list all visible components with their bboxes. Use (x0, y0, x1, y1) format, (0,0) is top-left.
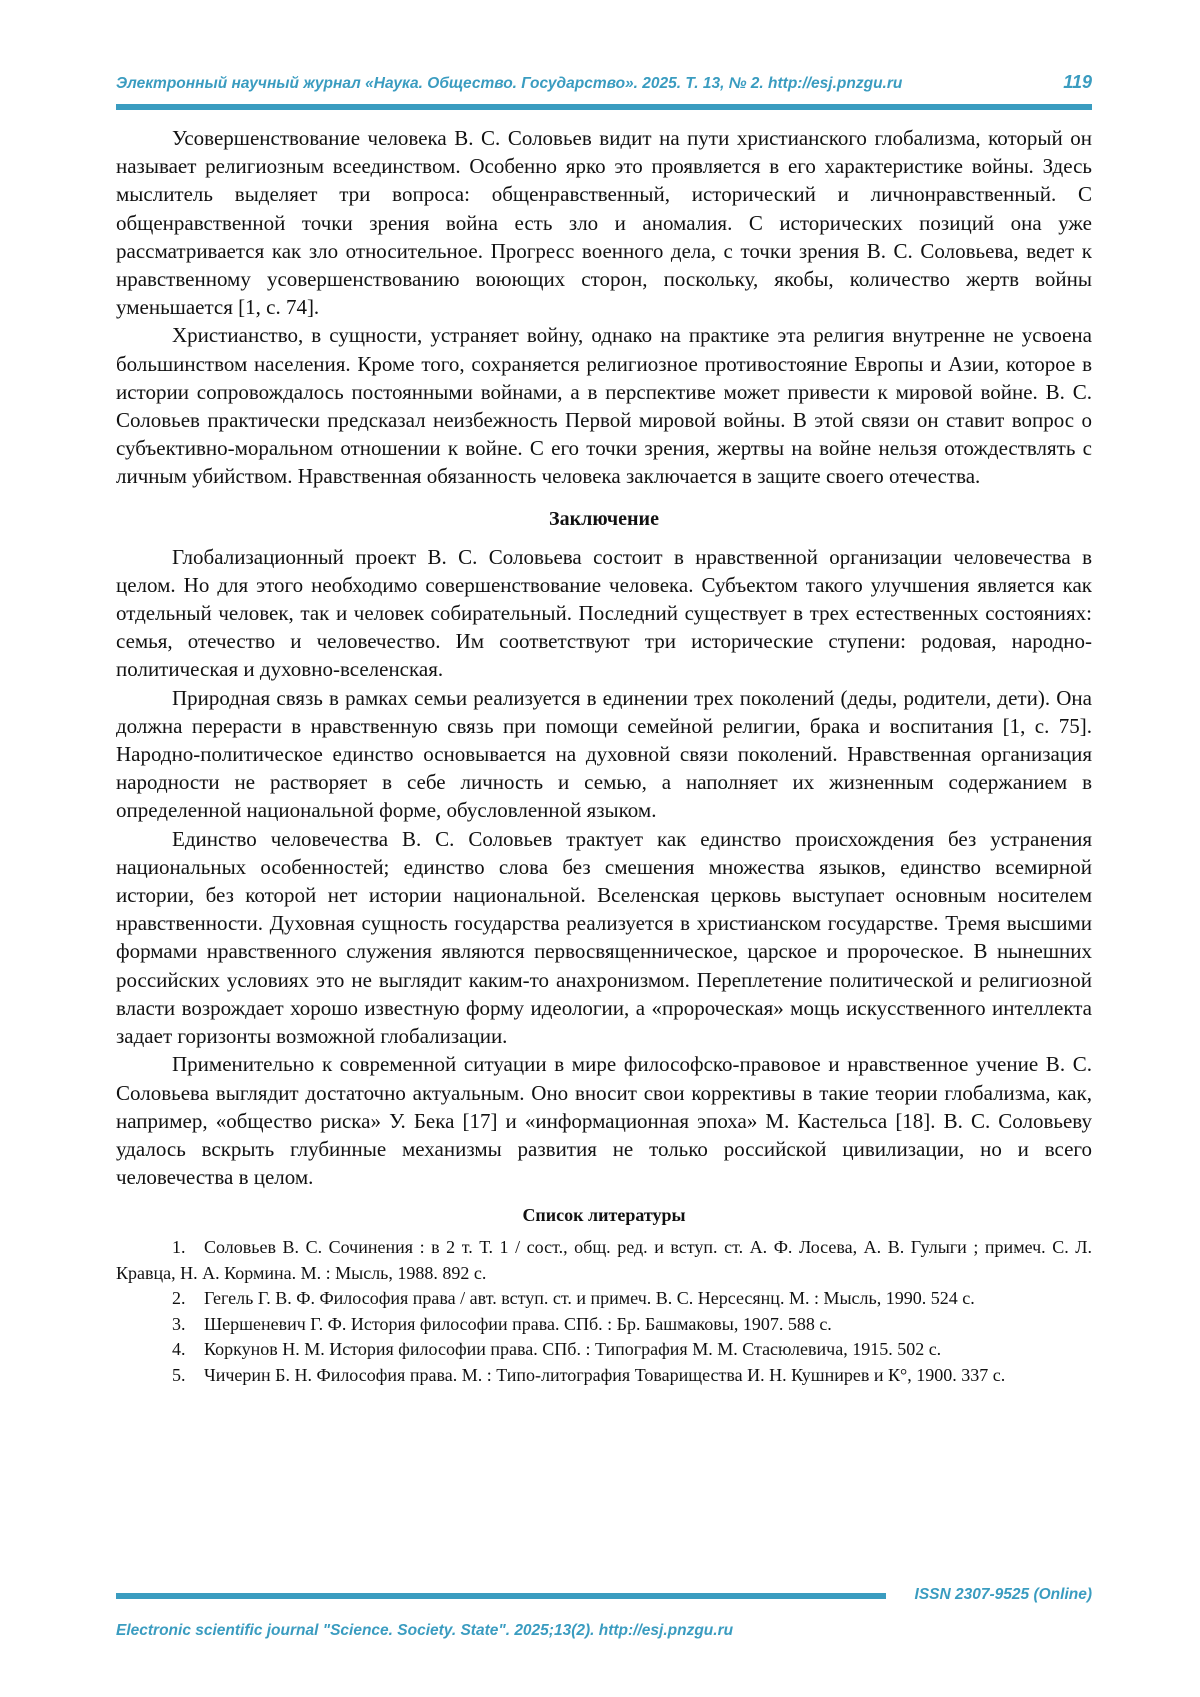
references-heading: Список литературы (522, 1205, 686, 1226)
reference-item (116, 1235, 1092, 1286)
header-rule (116, 104, 1092, 110)
reference-number: 2. (172, 1288, 186, 1309)
reference-item (116, 1363, 1092, 1389)
reference-number: 4. (172, 1339, 186, 1360)
reference-number: 1. (172, 1237, 186, 1258)
reference-item (116, 1312, 1092, 1338)
footer-rule (116, 1593, 886, 1599)
journal-title: Электронный научный журнал «Наука. Общество. Государство». 2025. Т. 13, № 2. http://esj.pnzgu.ru (116, 75, 903, 92)
reference-item (116, 1337, 1092, 1363)
reference-text: Гегель Г. В. Ф. Философия права / авт. вступ. ст. и примеч. В. С. Нерсесянц. М. : Мысль, 1990. 524 с. (204, 1288, 975, 1309)
paragraph: Применительно к современной ситуации в мире философско-правовое и нравственное учение В. С. Соловьева выглядит достаточно актуальным. Оно вносит свои коррективы в такие теории глобализма, как, например, «общество риска» У. Бека [17] и «информационная эпоха» М. Кастельса [18]. В. С. Соловьеву удалось вскрыть глубинные механизмы развития не только российской цивилизации, но и всего человечества в целом. (116, 1052, 1092, 1190)
paragraph: Единство человечества В. С. Соловьев трактует как единство происхождения без устранения национальных особенностей; единство слова без смешения множества языков, единство всемирной истории, без которой нет истории национальной. Вселенская церковь выступает основным носителем нравственности. Духовная сущность государства реализуется в христианском государстве. Тремя высшими формами нравственного служения являются первосвященническое, царское и пророческое. В нынешних российских условиях это не выглядит каким-то анахронизмом. Переплетение политической и религиозной власти возрождает хорошо известную форму идеологии, а «пророческая» мощь искусственного интеллекта задает горизонты возможной глобализации. (116, 826, 1092, 1049)
reference-text: Шершеневич Г. Ф. История философии права. СПб. : Бр. Башмаковы, 1907. 588 с. (204, 1313, 832, 1334)
reference-text: Чичерин Б. Н. Философия права. М. : Типо-литография Товарищества И. Н. Кушнирев и К°, 1900. 337 с. (204, 1364, 1006, 1385)
reference-text: Коркунов Н. М. История философии права. СПб. : Типография М. М. Стасюлевича, 1915. 502 с. (204, 1339, 942, 1360)
reference-text: Соловьев В. С. Сочинения : в 2 т. Т. 1 / сост., общ. ред. и вступ. ст. А. Ф. Лосева, А. В. Гулыги ; примеч. С. Л. Кравца, Н. А. Кормина. М. : Мысль, 1988. 892 с. (116, 1237, 1092, 1283)
page-number: 119 (1063, 72, 1092, 92)
running-header (116, 72, 1092, 100)
article-body (116, 124, 1092, 1388)
reference-number: 5. (172, 1364, 186, 1385)
paragraph: Природная связь в рамках семьи реализуется в единении трех поколений (деды, родители, дети). Она должна перерасти в нравственную связь при помощи семейной религии, брака и воспитания [1, с. 75]. Народно-политическое единство основывается на духовной связи поколений. Нравственная организация народности не растворяет в себе личность и семью, а наполняет их жизненным содержанием в определенной национальной форме, обусловленной языком. (116, 685, 1092, 823)
reference-list (116, 1235, 1092, 1388)
paragraph: Глобализационный проект В. С. Соловьева состоит в нравственной организации человечества в целом. Но для этого необходимо совершенствование человека. Субъектом такого улучшения является как отдельный человек, так и человек собирательный. Последний существует в трех естественных состояниях: семья, отечество и человечество. Им соответствуют три исторические ступени: родовая, народно-политическая и духовно-вселенская. (116, 544, 1092, 682)
footer-citation: Electronic scientific journal "Science. Society. State". 2025;13(2). http://esj.pnzgu.ru (116, 1622, 734, 1639)
reference-number: 3. (172, 1313, 186, 1334)
issn-label: ISSN 2307-9525 (Online) (914, 1586, 1092, 1603)
paragraph: Христианство, в сущности, устраняет войну, однако на практике эта религия внутренне не усвоена большинством населения. Кроме того, сохраняется религиозное противостояние Европы и Азии, которое в истории сопровождалось постоянными войнами, а в перспективе может привести к мировой войне. В. С. Соловьев практически предсказал неизбежность Первой мировой войны. В этой связи он ставит вопрос о субъективно-моральном отношении к войне. С его точки зрения, жертвы на войне нельзя отождествлять с личным убийством. Нравственная обязанность человека заключается в защите своего отечества. (116, 323, 1092, 489)
reference-item (116, 1286, 1092, 1312)
paragraph: Усовершенствование человека В. С. Соловьев видит на пути христианского глобализма, который он называет религиозным всеединством. Особенно ярко это проявляется в его характеристике войны. Здесь мыслитель выделяет три вопроса: общенравственный, исторический и личнонравственный. С общенравственной точки зрения война есть зло и аномалия. С исторических позиций она уже рассматривается как зло относительное. Прогресс военного дела, с точки зрения В. С. Соловьева, ведет к нравственному усовершенствованию воюющих сторон, поскольку, якобы, количество жертв войны уменьшается [1, с. 74]. (116, 126, 1092, 320)
section-heading-conclusion: Заключение (549, 507, 659, 530)
